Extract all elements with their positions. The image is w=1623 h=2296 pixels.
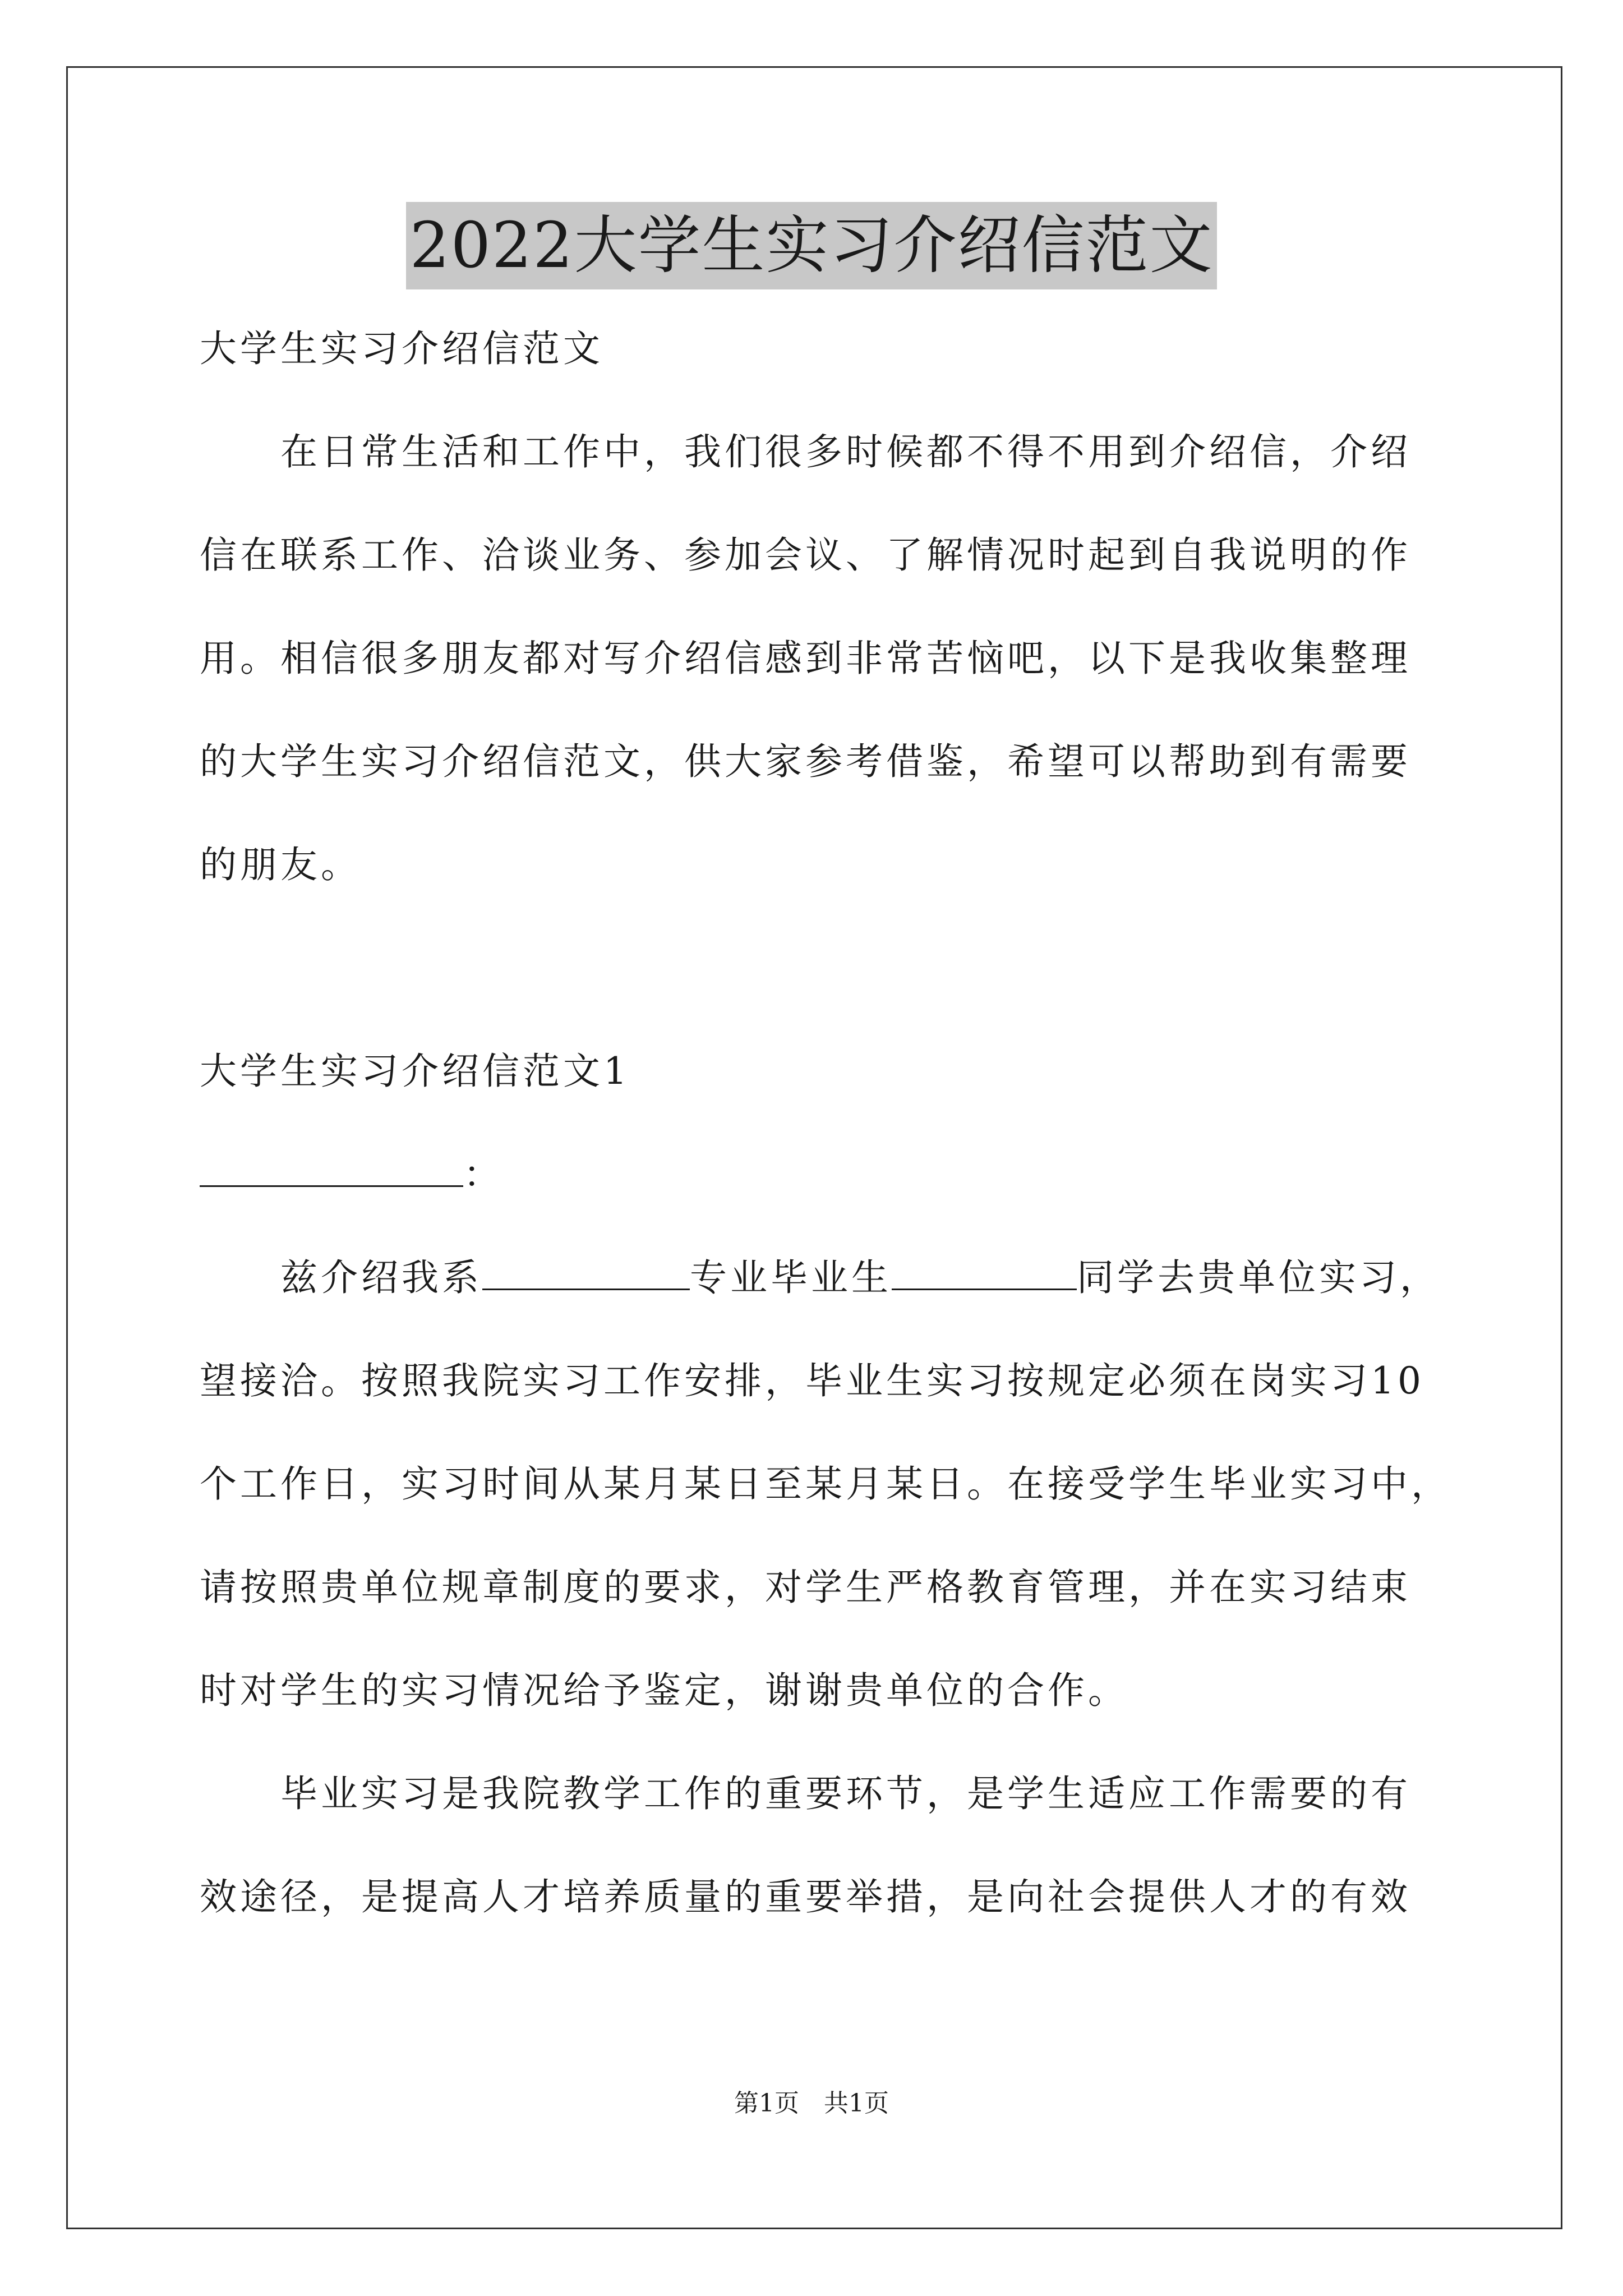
paragraph-gap bbox=[200, 917, 1433, 1020]
intro-line-1: 在日常生活和工作中，我们很多时候都不得不用到介绍信，介绍 bbox=[280, 430, 1411, 473]
intro-line-3: 用。相信很多朋友都对写介绍信感到非常苦恼吧，以下是我收集整理 bbox=[200, 637, 1411, 680]
letter-line-3: 个工作日，实习时间从某月某日至某月某日。在接受学生毕业实习中， bbox=[200, 1462, 1451, 1506]
closing-line-1: 毕业实习是我院教学工作的重要环节，是学生适应工作需要的有 bbox=[280, 1772, 1411, 1815]
page-footer bbox=[0, 2087, 1623, 2120]
heading: 大学生实习介绍信范文 bbox=[200, 327, 603, 370]
letter-line-1-part3: 同学去贵单位实习， bbox=[1077, 1256, 1440, 1299]
page-total: 共1页 bbox=[824, 2089, 889, 2118]
major-blank bbox=[482, 1258, 690, 1290]
salutation-colon: ： bbox=[463, 1153, 504, 1196]
document-body bbox=[200, 297, 1451, 1949]
letter-line-1-part1: 兹介绍我系 bbox=[280, 1256, 482, 1299]
letter-line-2: 望接洽。按照我院实习工作安排，毕业生实习按规定必须在岗实习10 bbox=[200, 1359, 1424, 1402]
letter-line-1-part2: 专业毕业生 bbox=[690, 1256, 892, 1299]
intro-line-2: 信在联系工作、洽谈业务、参加会议、了解情况时起到自我说明的作 bbox=[200, 533, 1411, 577]
letter-line-1 bbox=[200, 1226, 1440, 1329]
salutation-line bbox=[200, 1123, 1433, 1226]
closing-line-2: 效途径，是提高人才培养质量的重要举措，是向社会提供人才的有效 bbox=[200, 1875, 1411, 1918]
letter-line-5: 时对学生的实习情况给予鉴定，谢谢贵单位的合作。 bbox=[200, 1669, 1128, 1712]
document-title: 2022大学生实习介绍信范文 bbox=[406, 202, 1216, 289]
page-number: 第1页 bbox=[734, 2089, 799, 2118]
intro-line-5: 的朋友。 bbox=[200, 843, 361, 886]
intro-line-4: 的大学生实习介绍信范文，供大家参考借鉴，希望可以帮助到有需要 bbox=[200, 740, 1411, 783]
section-heading: 大学生实习介绍信范文1 bbox=[200, 1050, 630, 1093]
title-container bbox=[0, 202, 1623, 289]
recipient-blank bbox=[200, 1155, 463, 1187]
student-name-blank bbox=[892, 1258, 1077, 1290]
letter-line-4: 请按照贵单位规章制度的要求，对学生严格教育管理，并在实习结束 bbox=[200, 1566, 1411, 1609]
